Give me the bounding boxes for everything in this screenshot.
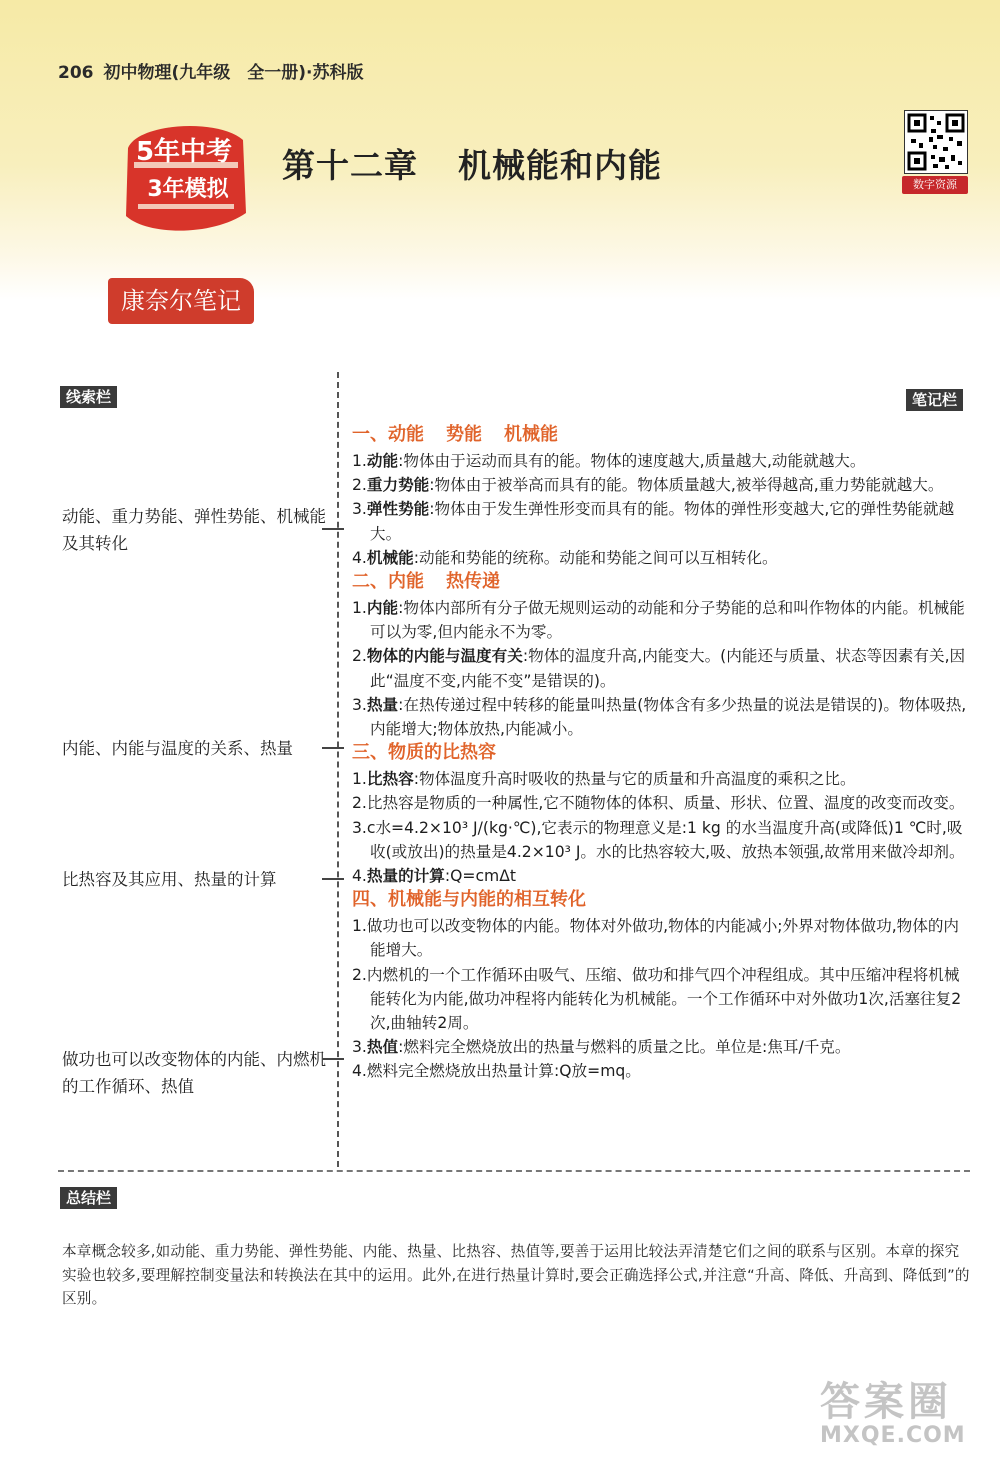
cornell-notes-banner: 康奈尔笔记 (108, 278, 254, 324)
qr-code[interactable] (904, 110, 968, 174)
watermark-line-2: MXQE.COM (820, 1423, 966, 1448)
watermark-line-1: 答案圈 (820, 1379, 952, 1425)
book-title: 初中物理(九年级 全一册)·苏科版 (103, 63, 364, 83)
logo-line-2: 3年模拟 (147, 177, 229, 202)
chapter-title (282, 140, 662, 187)
running-header (58, 58, 364, 88)
note-item: 1.动能:物体由于运动而具有的能。物体的速度越大,质量越大,动能就越大。 (352, 452, 866, 470)
page-number: 206 (58, 63, 94, 83)
watermark (820, 1370, 990, 1450)
section-heading: 四、机械能与内能的相互转化 (352, 889, 586, 911)
note-item: 3.弹性势能:物体由于发生弹性形变而具有的能。物体的弹性形变越大,它的弹性势能就越大。 (352, 500, 955, 543)
note-item: 2.重力势能:物体由于被举高而具有的能。物体质量越大,被举得越高,重力势能就越大。 (352, 476, 944, 495)
note-item: 3.c水=4.2×10³ J/(kg·℃),它表示的物理意义是:1 kg 的水当温度升高(或降低)1 ℃时,吸收(或放出)的热量是4.2×10³ J。水的比热容较大,吸、放热本领强,故常用来做冷却剂。 (352, 818, 965, 861)
note-item: 2.内燃机的一个工作循环由吸气、压缩、做功和排气四个冲程组成。其中压缩冲程将机械能转化为内能,做功冲程将内能转化为机械能。一个工作循环中对外做功1次,活塞往复2次,曲轴转2周。 (352, 965, 962, 1033)
series-logo (118, 118, 250, 238)
note-item: 2.比热容是物质的一种属性,它不随物体的体积、质量、形状、位置、温度的改变而改变。 (352, 794, 965, 813)
notes-column (352, 423, 972, 1084)
section-heading: 一、动能 势能 机械能 (352, 424, 558, 445)
column-divider (337, 372, 339, 1167)
notes-column-tag: 笔记栏 (906, 389, 963, 411)
clue-item: 比热容及其应用、热量的计算 (62, 870, 277, 889)
clue-tick (322, 528, 344, 530)
note-item: 3.热值:燃料完全燃烧放出的热量与燃料的质量之比。单位是:焦耳/千克。 (352, 1038, 851, 1057)
clue-item: 动能、重力势能、弹性势能、机械能及其转化 (62, 507, 326, 553)
summary-divider (58, 1170, 970, 1172)
summary-text: 本章概念较多,如动能、重力势能、弹性势能、内能、热量、比热容、热值等,要善于运用比较法弄清楚它们之间的联系与区别。本章的探究实验也较多,要理解控制变量法和转换法在其中的运用。此外,在进行热量计算时,要会正确选择公式,并注意“升高、降低、升高到、降低到”的区别。 (62, 1243, 970, 1307)
note-item: 1.比热容:物体温度升高时吸收的热量与它的质量和升高温度的乘积之比。 (352, 770, 856, 789)
chapter-name: 机械能和内能 (458, 146, 662, 185)
note-item: 2.物体的内能与温度有关:物体的温度升高,内能变大。(内能还与质量、状态等因素有关,因此“温度不变,内能不变”是错误的)。 (352, 647, 966, 690)
clue-tick (322, 1058, 344, 1060)
section-heading: 三、物质的比热容 (352, 742, 496, 764)
clue-column-tag: 线索栏 (60, 386, 117, 408)
note-item: 4.燃料完全燃烧放出热量计算:Q放=mq。 (352, 1062, 641, 1081)
chapter-number: 第十二章 (282, 146, 418, 185)
note-item: 1.内能:物体内部所有分子做无规则运动的动能和分子势能的总和叫作物体的内能。机械能可以为零,但内能永不为零。 (352, 599, 965, 642)
logo-line-1: 5年中考 (135, 137, 233, 167)
note-item: 4.热量的计算:Q=cmΔt (352, 867, 517, 886)
note-item: 1.做功也可以改变物体的内能。物体对外做功,物体的内能减小;外界对物体做功,物体的内能增大。 (352, 917, 960, 960)
clue-item: 内能、内能与温度的关系、热量 (62, 739, 293, 758)
clue-item: 做功也可以改变物体的内能、内燃机的工作循环、热值 (62, 1050, 326, 1096)
clue-tick (322, 878, 344, 880)
clue-tick (322, 747, 344, 749)
note-item: 3.热量:在热传递过程中转移的能量叫热量(物体含有多少热量的说法是错误的)。物体吸热,内能增大;物体放热,内能减小。 (352, 695, 967, 739)
summary-tag: 总结栏 (60, 1187, 117, 1209)
note-item: 4.机械能:动能和势能的统称。动能和势能之间可以互相转化。 (352, 548, 778, 567)
qr-label: 数字资源 (902, 176, 968, 194)
section-heading: 二、内能 热传递 (352, 571, 500, 593)
qr-code-pattern (905, 111, 967, 173)
